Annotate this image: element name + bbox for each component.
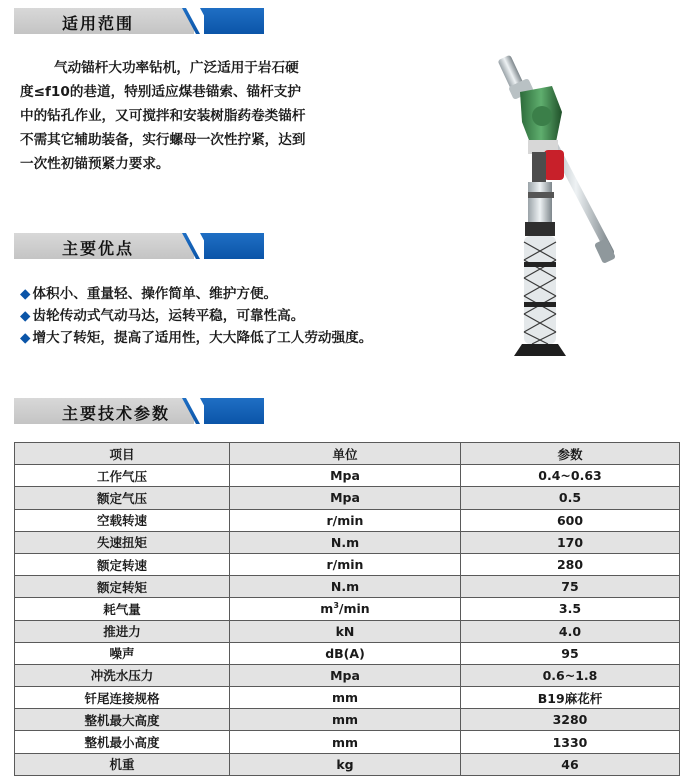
advantages-list xyxy=(20,283,440,349)
table-cell: mm xyxy=(230,731,461,753)
table-cell: 4.0 xyxy=(461,620,680,642)
table-cell: kN xyxy=(230,620,461,642)
table-cell: 280 xyxy=(461,553,680,575)
table-cell: 推进力 xyxy=(15,620,230,642)
table-cell: 0.5 xyxy=(461,487,680,509)
section-title: 主要技术参数 xyxy=(62,404,171,423)
table-cell: 钎尾连接规格 xyxy=(15,687,230,709)
table-cell: 工作气压 xyxy=(15,465,230,487)
section-header-advantages xyxy=(14,233,264,259)
table-row xyxy=(15,576,680,598)
table-cell: 0.4~0.63 xyxy=(461,465,680,487)
table-row xyxy=(15,687,680,709)
table-cell: 95 xyxy=(461,642,680,664)
section-title: 适用范围 xyxy=(62,14,135,33)
section-header-scope xyxy=(14,8,264,34)
table-row xyxy=(15,731,680,753)
table-cell: 额定气压 xyxy=(15,487,230,509)
table-cell: 额定转矩 xyxy=(15,576,230,598)
table-cell: B19麻花杆 xyxy=(461,687,680,709)
scope-paragraph xyxy=(20,56,365,176)
list-item: ◆ 齿轮传动式气动马达，运转平稳，可靠性高。 xyxy=(20,308,305,324)
spec-table xyxy=(14,442,680,776)
table-row xyxy=(15,487,680,509)
table-cell: 整机最小高度 xyxy=(15,731,230,753)
scope-line: 一次性初锚预紧力要求。 xyxy=(20,156,170,172)
table-row xyxy=(15,664,680,686)
list-item: ◆ 增大了转矩，提高了适用性，大大降低了工人劳动强度。 xyxy=(20,330,373,346)
table-row xyxy=(15,642,680,664)
table-header-row xyxy=(15,443,680,465)
table-cell: N.m xyxy=(230,576,461,598)
table-row xyxy=(15,753,680,775)
table-cell: 额定转速 xyxy=(15,553,230,575)
table-cell: 0.6~1.8 xyxy=(461,664,680,686)
table-row xyxy=(15,509,680,531)
table-row xyxy=(15,553,680,575)
table-cell: 机重 xyxy=(15,753,230,775)
table-cell: 1330 xyxy=(461,731,680,753)
scope-line: 度≤f10的巷道，特别适应煤巷锚索、锚杆支护 xyxy=(20,84,301,100)
table-cell: 3.5 xyxy=(461,598,680,620)
table-cell: kg xyxy=(230,753,461,775)
scope-line: 气动锚杆大功率钻机，广泛适用于岩石硬 xyxy=(54,60,299,76)
table-row xyxy=(15,465,680,487)
table-cell: 冲洗水压力 xyxy=(15,664,230,686)
table-cell: Mpa xyxy=(230,487,461,509)
column-header: 参数 xyxy=(461,443,680,465)
scope-line: 不需其它辅助装备，实行螺母一次性拧紧，达到 xyxy=(20,132,306,148)
table-cell: mm xyxy=(230,687,461,709)
diamond-bullet-icon: ◆ xyxy=(20,330,31,346)
table-cell: 46 xyxy=(461,753,680,775)
scope-line: 中的钻孔作业，又可搅拌和安装树脂药卷类锚杆 xyxy=(20,108,306,124)
table-cell: N.m xyxy=(230,531,461,553)
column-header: 项目 xyxy=(15,443,230,465)
list-item: ◆ 体积小、重量轻、操作简单、维护方便。 xyxy=(20,286,278,302)
table-cell: mm xyxy=(230,709,461,731)
table-cell: 噪声 xyxy=(15,642,230,664)
table-cell: 3280 xyxy=(461,709,680,731)
table-cell: Mpa xyxy=(230,465,461,487)
table-cell: r/min xyxy=(230,509,461,531)
section-title: 主要优点 xyxy=(62,239,135,258)
pneumatic-roof-bolter-drill-icon xyxy=(470,52,640,362)
air-consumption-unit: $m^3/\min$ xyxy=(230,598,461,620)
table-cell: 75 xyxy=(461,576,680,598)
diamond-bullet-icon: ◆ xyxy=(20,286,31,302)
column-header: 单位 xyxy=(230,443,461,465)
table-row xyxy=(15,598,680,620)
table-row xyxy=(15,531,680,553)
table-cell: 170 xyxy=(461,531,680,553)
section-header-specs xyxy=(14,398,264,424)
table-cell: 失速扭矩 xyxy=(15,531,230,553)
table-cell: 空载转速 xyxy=(15,509,230,531)
table-cell: 耗气量 xyxy=(15,598,230,620)
table-cell: dB(A) xyxy=(230,642,461,664)
table-row xyxy=(15,709,680,731)
diamond-bullet-icon: ◆ xyxy=(20,308,31,324)
table-cell: 600 xyxy=(461,509,680,531)
table-cell: 整机最大高度 xyxy=(15,709,230,731)
table-row xyxy=(15,620,680,642)
table-cell: r/min xyxy=(230,553,461,575)
table-cell: Mpa xyxy=(230,664,461,686)
